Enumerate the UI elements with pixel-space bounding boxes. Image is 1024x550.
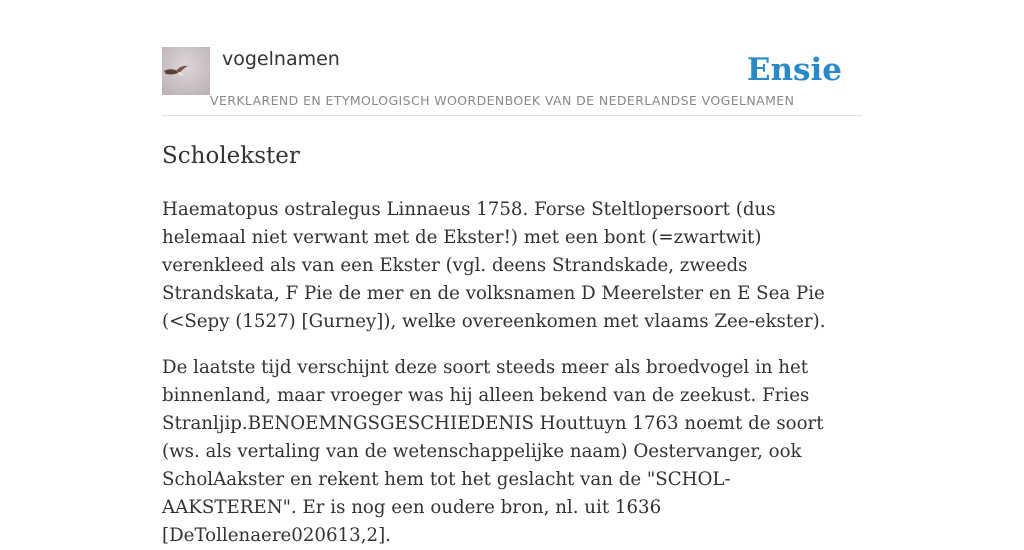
site-header (162, 46, 862, 116)
site-name-link[interactable]: vogelnamen (222, 48, 340, 70)
article-paragraph: Haematopus ostralegus Linnaeus 1758. Forse Steltlopersoort (dus helemaal niet verwant met de Ekster!) met een bont (=zwartwit) verenkleed als van een Ekster (vgl. deens Strandskade, zweeds Strandskata, F Pie de mer en de volksnamen D Meerelster en E Sea Pie (<Sepy (1527) [Gurney]), welke overeenkomen met vlaams Zee-ekster). (162, 199, 826, 332)
page (162, 0, 862, 550)
article-paragraph: De laatste tijd verschijnt deze soort steeds meer als broedvogel in het binnenland, maar vroeger was hij alleen bekend van de zeekust. Fries Stranljip.BENOEMNGSGESCHIEDENIS Houttuyn 1763 noemt de soort (ws. als vertaling van de wetenschappelijke naam) Oestervanger, ook ScholAakster en rekent hem tot het geslacht van de "SCHOL-AAKSTEREN". Er is nog een oudere bron, nl. uit 1636 [DeTollenaere020613,2]. (162, 357, 824, 546)
avatar[interactable] (162, 47, 210, 95)
article-body (162, 196, 862, 550)
bird-in-flight-avatar-icon (162, 47, 210, 95)
ensie-logo-link[interactable]: Ensie (746, 52, 842, 88)
page-title: Scholekster (162, 143, 300, 169)
site-subtitle: VERKLAREND EN ETYMOLOGISCH WOORDENBOEK VAN DE NEDERLANDSE VOGELNAMEN (210, 93, 795, 108)
